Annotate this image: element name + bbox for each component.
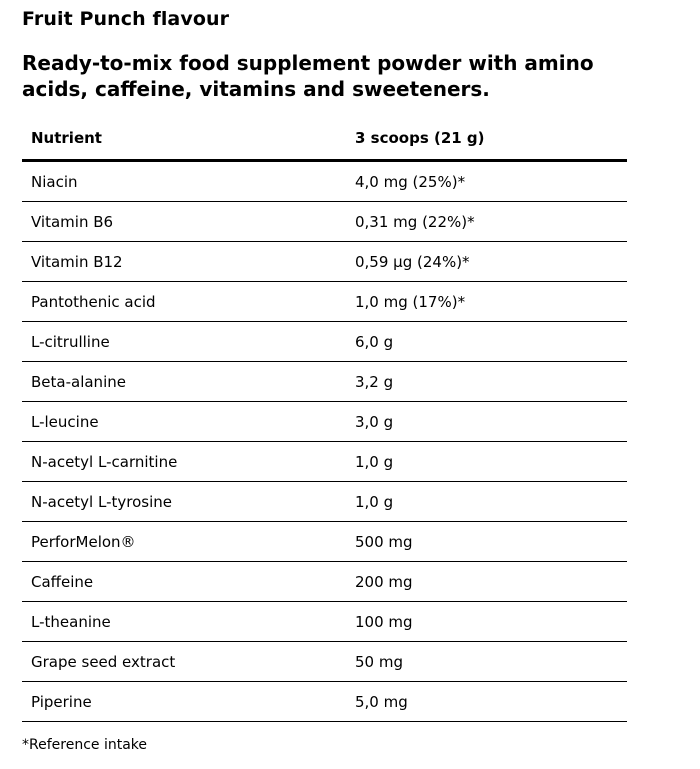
nutrient-name: PerforMelon® [31, 532, 136, 551]
nutrient-amount: 200 mg [355, 572, 413, 591]
nutrient-name: Vitamin B12 [31, 252, 123, 271]
nutrient-amount: 50 mg [355, 652, 403, 671]
nutrient-name: N-acetyl L-carnitine [31, 452, 178, 471]
nutrient-name: Vitamin B6 [31, 212, 114, 231]
table-row [22, 642, 627, 682]
table-row [22, 682, 627, 722]
nutrient-amount: 100 mg [355, 612, 413, 631]
product-description: Ready-to-mix food supplement powder with amino acids, caffeine, vitamins and sweeteners. [22, 51, 594, 101]
nutrient-name: L-theanine [31, 612, 111, 631]
flavour-title: Fruit Punch flavour [22, 8, 230, 30]
table-row [22, 362, 627, 402]
nutrient-name: N-acetyl L-tyrosine [31, 492, 172, 511]
nutrient-name: L-citrulline [31, 332, 110, 351]
nutrient-amount: 1,0 g [355, 492, 394, 511]
nutrition-table [22, 116, 627, 722]
table-row [22, 162, 627, 202]
nutrient-amount: 0,31 mg (22%)* [355, 212, 475, 231]
nutrient-name: Beta-alanine [31, 372, 126, 391]
nutrient-amount: 0,59 µg (24%)* [355, 252, 470, 271]
table-header [22, 116, 627, 162]
nutrient-amount: 500 mg [355, 532, 413, 551]
nutrient-name: Caffeine [31, 572, 94, 591]
nutrient-name: Niacin [31, 172, 78, 191]
nutrient-amount: 4,0 mg (25%)* [355, 172, 466, 191]
table-row [22, 442, 627, 482]
column-header-amount: 3 scoops (21 g) [355, 128, 485, 147]
nutrient-amount: 1,0 g [355, 452, 394, 471]
nutrient-amount: 3,2 g [355, 372, 394, 391]
nutrient-name: Pantothenic acid [31, 292, 156, 311]
nutrient-amount: 5,0 mg [355, 692, 408, 711]
nutrient-name: Grape seed extract [31, 652, 176, 671]
table-row [22, 282, 627, 322]
table-row [22, 322, 627, 362]
column-header-nutrient: Nutrient [31, 128, 102, 147]
table-row [22, 562, 627, 602]
nutrient-amount: 6,0 g [355, 332, 394, 351]
table-row [22, 602, 627, 642]
table-row [22, 402, 627, 442]
nutrient-amount: 1,0 mg (17%)* [355, 292, 466, 311]
footnote: *Reference intake [22, 737, 148, 753]
nutrient-name: Piperine [31, 692, 92, 711]
table-row [22, 522, 627, 562]
table-row [22, 242, 627, 282]
table-row [22, 482, 627, 522]
table-row [22, 202, 627, 242]
nutrient-amount: 3,0 g [355, 412, 394, 431]
nutrient-name: L-leucine [31, 412, 99, 431]
